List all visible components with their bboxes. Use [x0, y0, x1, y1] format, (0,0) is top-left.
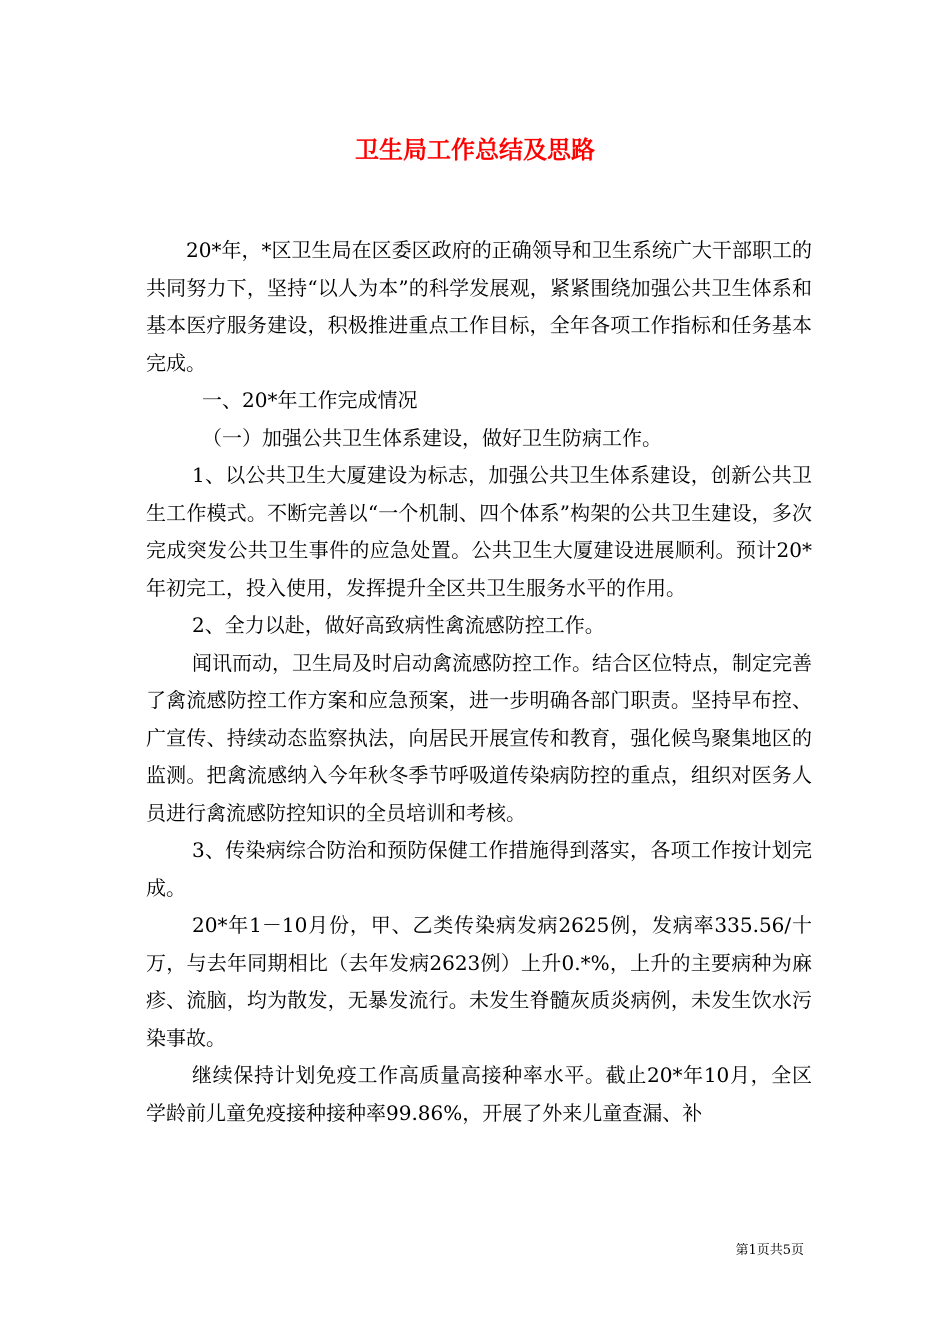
paragraph-bird-flu: 闻讯而动，卫生局及时启动禽流感防控工作。结合区位特点，制定完善了禽流感防控工作方案和应急预案，进一步明确各部门职责。坚持早布控、广宣传、持续动态监察执法，向居民开展宣传和教育，强化候鸟聚集地区的监测。把禽流感纳入今年秋冬季节呼吸道传染病防控的重点，组织对医务人员进行禽流感防控知识的全员培训和考核。 [146, 650, 812, 825]
paragraph-item-3: 3、传染病综合防治和预防保健工作措施得到落实，各项工作按计划完成。 [146, 838, 812, 900]
page-number: 第1页共5页 [735, 1243, 804, 1258]
paragraph-immunization: 继续保持计划免疫工作高质量高接种率水平。截止20*年10月，全区学龄前儿童免疫接种接种率99.86%，开展了外来儿童查漏、补 [146, 1063, 812, 1125]
paragraph-item-1: 1、以公共卫生大厦建设为标志，加强公共卫生体系建设，创新公共卫生工作模式。不断完善以“一个机制、四个体系”构架的公共卫生建设，多次完成突发公共卫生事件的应急处置。公共卫生大厦建设进展顺利。预计20*年初完工，投入使用，发挥提升全区共卫生服务水平的作用。 [146, 463, 812, 600]
document-title: 卫生局工作总结及思路 [355, 135, 595, 164]
paragraph-intro: 20*年，*区卫生局在区委区政府的正确领导和卫生系统广大干部职工的共同努力下，坚持“以人为本”的科学发展观，紧紧围绕加强公共卫生体系和基本医疗服务建设，积极推进重点工作目标，全年各项工作指标和任务基本完成。 [146, 238, 812, 375]
document-body [146, 232, 812, 1132]
heading-section-1: 一、20*年工作完成情况 [202, 388, 418, 412]
heading-subsection-1: （一）加强公共卫生体系建设，做好卫生防病工作。 [202, 425, 662, 450]
paragraph-item-2: 2、全力以赴，做好高致病性禽流感防控工作。 [192, 613, 605, 637]
paragraph-disease-stats: 20*年1－10月份，甲、乙类传染病发病2625例，发病率335.56/十万，与去年同期相比（去年发病2623例）上升0.*%，上升的主要病种为麻疹、流脑，均为散发，无暴发流行。未发生脊髓灰质炎病例，未发生饮水污染事故。 [146, 913, 812, 1050]
